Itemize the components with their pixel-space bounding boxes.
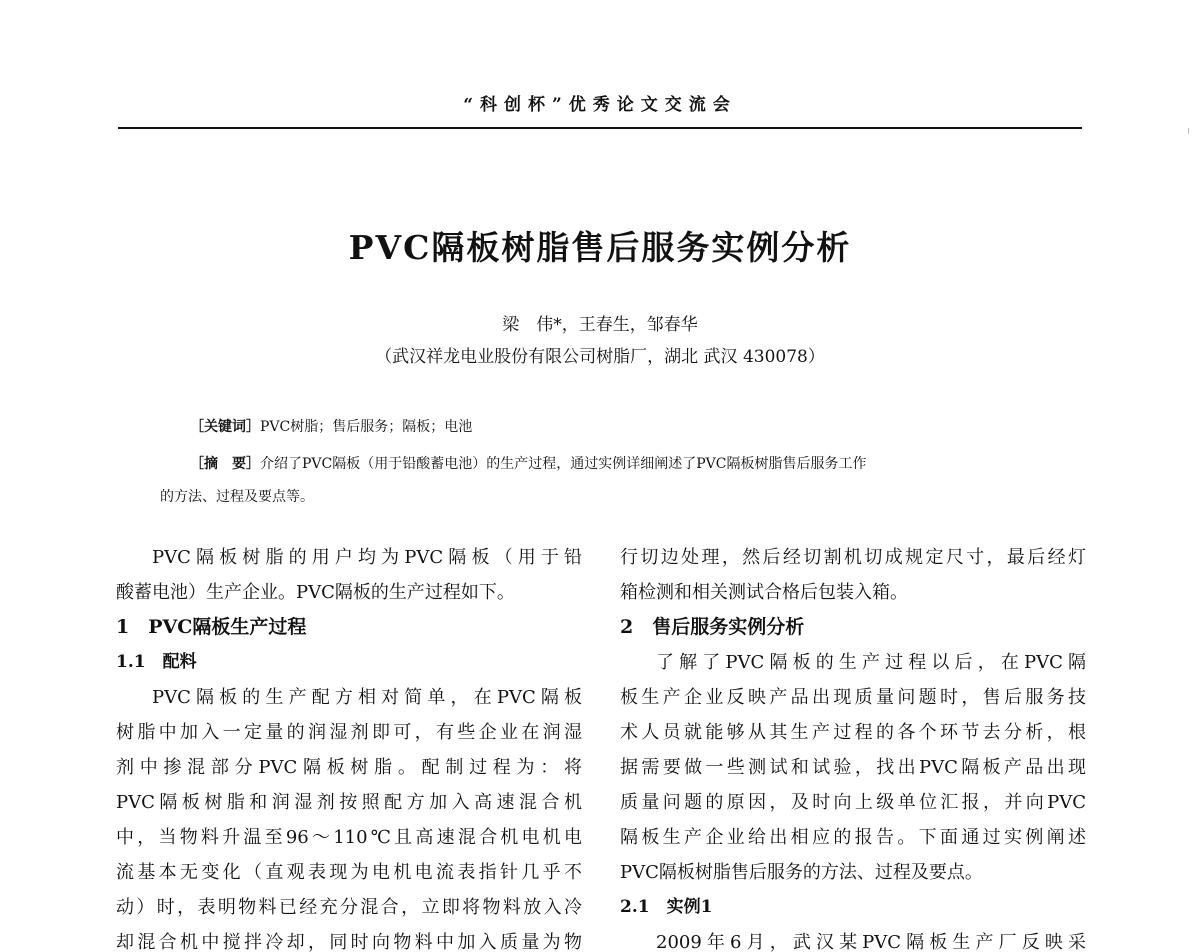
article-title: PVC隔板树脂售后服务实例分析: [348, 228, 852, 267]
keywords-label: ［关键词］: [190, 419, 260, 435]
body-line: PVC隔板的生产配方相对简单，在PVC隔板: [152, 687, 582, 708]
left-column: [116, 540, 582, 952]
abstract-label: ［摘 要］: [190, 456, 260, 472]
body-line: 隔板生产企业给出相应的报告。下面通过实例阐述: [620, 827, 1086, 848]
abstract-text-1: 介绍了PVC隔板（用于铅酸蓄电池）的生产过程，通过实例详细阐述了PVC隔板树脂售后服务工作: [260, 456, 867, 472]
body-line: 箱检测和相关测试合格后包装入箱。: [620, 582, 908, 603]
header-rule: [118, 127, 1082, 129]
body-line: 流基本无变化（直观表现为电机电流表指针几乎不: [116, 862, 582, 883]
body-line: 了解了PVC隔板的生产过程以后，在PVC隔: [656, 652, 1086, 673]
author-list: 梁 伟*，王春生，邹春华: [502, 315, 698, 335]
body-line: 剂中掺混部分PVC隔板树脂。配制过程为：将: [116, 757, 582, 778]
subsection-heading-2-1: 2.1 实例1: [620, 897, 713, 917]
body-line: 动）时，表明物料已经充分混合，立即将物料放入冷: [116, 897, 582, 918]
body-line: 树脂中加入一定量的润湿剂即可，有些企业在润湿: [116, 722, 582, 743]
body-line: 板生产企业反映产品出现质量问题时，售后服务技: [620, 687, 1086, 708]
section-heading-1: 1 PVC隔板生产过程: [116, 616, 307, 638]
body-line: PVC隔板树脂售后服务的方法、过程及要点。: [620, 862, 983, 883]
intro-line: PVC隔板树脂的用户均为PVC隔板（用于铅: [152, 547, 582, 568]
body-line: PVC隔板树脂和润湿剂按照配方加入高速混合机: [116, 792, 582, 813]
body-line: 行切边处理，然后经切割机切成规定尺寸，最后经灯: [620, 547, 1086, 568]
body-line: 术人员就能够从其生产过程的各个环节去分析，根: [620, 722, 1086, 743]
abstract-line-1: [190, 453, 1090, 473]
subsection-heading-1-1: 1.1 配料: [116, 652, 197, 672]
author-affiliation: （武汉祥龙电业股份有限公司树脂厂，湖北 武汉 430078）: [375, 347, 825, 367]
body-line: 2009年6月，武汉某PVC隔板生产厂反映采: [656, 932, 1086, 952]
body-line: 质量问题的原因，及时向上级单位汇报，并向PVC: [620, 792, 1086, 813]
intro-line: 酸蓄电池）生产企业。PVC隔板的生产过程如下。: [116, 582, 515, 603]
keywords-line: [190, 416, 1070, 436]
abstract-line-2: 的方法、过程及要点等。: [160, 489, 314, 505]
scan-mark: [1188, 128, 1189, 134]
body-line: 却混合机中搅拌冷却，同时向物料中加入质量为物: [116, 932, 582, 952]
body-line: 据需要做一些测试和试验，找出PVC隔板产品出现: [620, 757, 1086, 778]
running-header: “科创杯”优秀论文交流会: [463, 95, 737, 115]
right-column: [620, 540, 1086, 952]
section-heading-2: 2 售后服务实例分析: [620, 616, 805, 638]
keywords-text: PVC树脂；售后服务；隔板；电池: [260, 419, 473, 435]
body-line: 中，当物料升温至96～110℃且高速混合机电机电: [116, 827, 582, 848]
